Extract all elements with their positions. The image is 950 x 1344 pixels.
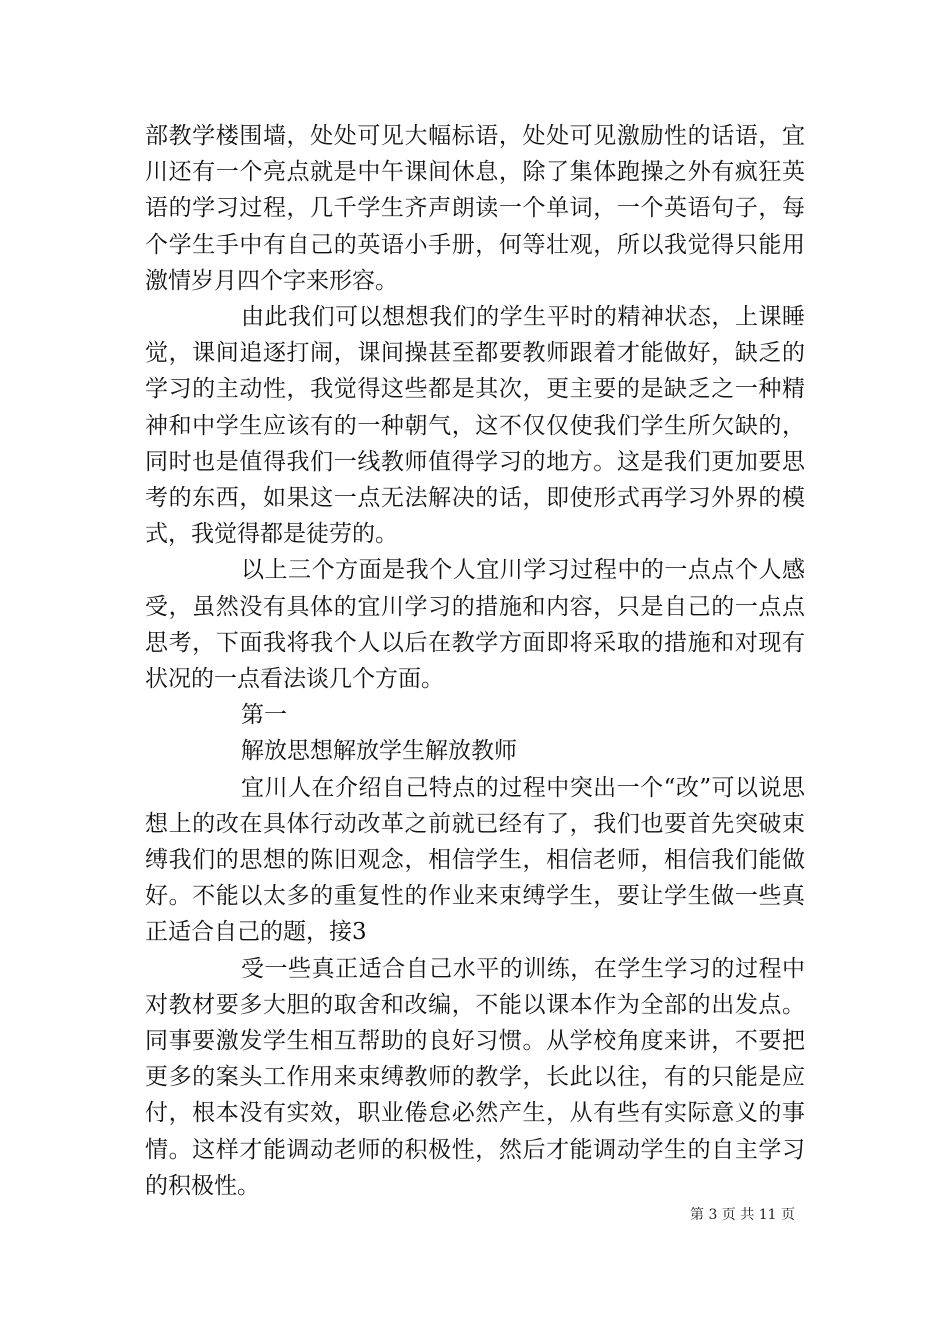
paragraph-training: 受一些真正适合自己水平的训练，在学生学习的过程中对教材要多大胆的取舍和改编，不能以课本作为全部的出发点。同事要激发学生相互帮助的良好习惯。从学校角度来讲，不要把更多的案头工作用来束缚教师的教学，长此以往，有的只能是应付，根本没有实效，职业倦怠必然产生，从有些有实际意义的事情。这样才能调动老师的积极性，然后才能调动学生的自主学习的积极性。 bbox=[145, 955, 805, 1199]
paragraph-reform: 宜川人在介绍自己特点的过程中突出一个“改”可以说思想上的改在具体行动改革之前就已经有了，我们也要首先突破束缚我们的思想的陈旧观念，相信学生，相信老师，相信我们能做好。不能以太多的重复性的作业来束缚学生，要让学生做一些真正适合自己的题，接3 bbox=[145, 774, 805, 946]
section-number: 第一 bbox=[241, 702, 287, 729]
document-body bbox=[145, 118, 805, 1204]
paragraph-summary: 以上三个方面是我个人宜川学习过程中的一点点个人感受，虽然没有具体的宜川学习的措施和内容，只是自己的一点点思考，下面我将我个人以后在教学方面即将采取的措施和对现有状况的一点看法谈几个方面。 bbox=[145, 557, 805, 693]
section-title: 解放思想解放学生解放教师 bbox=[241, 738, 517, 765]
paragraph-student-state: 由此我们可以想想我们的学生平时的精神状态，上课睡觉，课间追逐打闹，课间操甚至都要教师跟着才能做好，缺乏的学习的主动性，我觉得这些都是其次，更主要的是缺乏之一种精神和中学生应该有的一种朝气，这不仅仅使我们学生所欠缺的，同时也是值得我们一线教师值得学习的地方。这是我们更加要思考的东西，如果这一点无法解决的话，即使形式再学习外界的模式，我觉得都是徒劳的。 bbox=[145, 304, 805, 548]
paragraph-continuation: 部教学楼围墙，处处可见大幅标语，处处可见激励性的话语，宜川还有一个亮点就是中午课间休息，除了集体跑操之外有疯狂英语的学习过程，几千学生齐声朗读一个单词，一个英语句子，每个学生手中有自己的英语小手册，何等壮观，所以我觉得只能用激情岁月四个字来形容。 bbox=[145, 123, 805, 294]
page-number-footer: 第 3 页 共 11 页 bbox=[690, 1207, 795, 1223]
